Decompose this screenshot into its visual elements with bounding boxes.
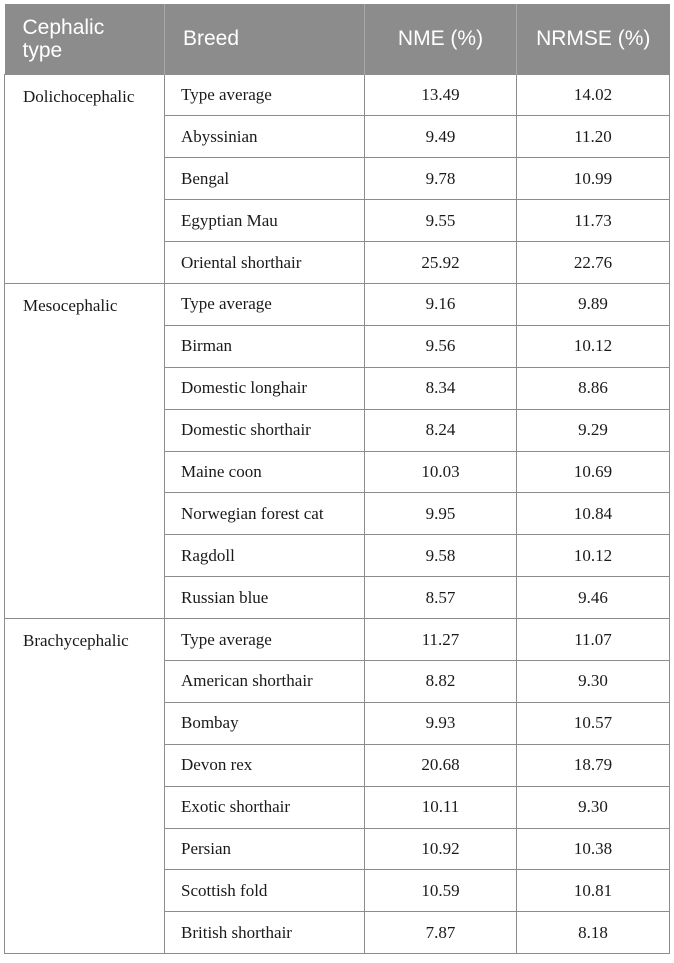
breed-cell: Abyssinian (165, 116, 365, 158)
nrmse-cell: 10.69 (517, 451, 670, 493)
breed-cell: Bombay (165, 702, 365, 744)
breed-cell: Type average (165, 619, 365, 661)
table-row (5, 619, 670, 661)
breed-cell: Exotic shorthair (165, 786, 365, 828)
breed-cell: American shorthair (165, 660, 365, 702)
nrmse-cell: 9.29 (517, 409, 670, 451)
breed-cell: Maine coon (165, 451, 365, 493)
header-breed: Breed (165, 4, 365, 74)
nme-cell: 9.16 (365, 283, 517, 325)
nrmse-cell: 9.30 (517, 786, 670, 828)
table-header (5, 4, 670, 74)
breed-cell: Domestic longhair (165, 367, 365, 409)
cephalic-type-cell: Brachycephalic (5, 619, 165, 954)
nme-cell: 9.58 (365, 535, 517, 577)
breed-cell: Type average (165, 283, 365, 325)
nme-cell: 8.34 (365, 367, 517, 409)
header-nme: NME (%) (365, 4, 517, 74)
nme-cell: 10.03 (365, 451, 517, 493)
nme-cell: 11.27 (365, 619, 517, 661)
nrmse-cell: 10.12 (517, 325, 670, 367)
nme-cell: 9.95 (365, 493, 517, 535)
nme-cell: 10.59 (365, 870, 517, 912)
nme-cell: 10.11 (365, 786, 517, 828)
header-row (5, 4, 670, 74)
header-cephalic-type: Cephalic type (5, 4, 165, 74)
nme-cell: 8.82 (365, 660, 517, 702)
breed-cell: Russian blue (165, 577, 365, 619)
nme-cell: 8.24 (365, 409, 517, 451)
nrmse-cell: 10.99 (517, 158, 670, 200)
nme-cell: 10.92 (365, 828, 517, 870)
nme-cell: 9.56 (365, 325, 517, 367)
nrmse-cell: 8.18 (517, 912, 670, 954)
nrmse-cell: 11.73 (517, 200, 670, 242)
nme-cell: 9.55 (365, 200, 517, 242)
cephalic-type-cell: Dolichocephalic (5, 74, 165, 283)
nrmse-cell: 11.07 (517, 619, 670, 661)
nme-cell: 13.49 (365, 74, 517, 116)
breed-cell: Type average (165, 74, 365, 116)
breed-cell: Persian (165, 828, 365, 870)
breed-cell: Bengal (165, 158, 365, 200)
nrmse-cell: 10.57 (517, 702, 670, 744)
nme-cell: 8.57 (365, 577, 517, 619)
nme-cell: 9.93 (365, 702, 517, 744)
nrmse-cell: 9.30 (517, 660, 670, 702)
breed-cell: Egyptian Mau (165, 200, 365, 242)
header-nrmse: NRMSE (%) (517, 4, 670, 74)
table-row (5, 74, 670, 116)
nme-cell: 25.92 (365, 242, 517, 284)
breed-cell: Birman (165, 325, 365, 367)
nme-cell: 20.68 (365, 744, 517, 786)
breed-cell: Scottish fold (165, 870, 365, 912)
table-row (5, 283, 670, 325)
nme-cell: 9.78 (365, 158, 517, 200)
breed-cell: British shorthair (165, 912, 365, 954)
cephalic-type-cell: Mesocephalic (5, 283, 165, 618)
nrmse-cell: 10.12 (517, 535, 670, 577)
breed-cell: Ragdoll (165, 535, 365, 577)
nme-cell: 7.87 (365, 912, 517, 954)
breed-cell: Norwegian forest cat (165, 493, 365, 535)
nrmse-cell: 14.02 (517, 74, 670, 116)
breed-cell: Oriental shorthair (165, 242, 365, 284)
results-table (4, 4, 670, 954)
nrmse-cell: 9.89 (517, 283, 670, 325)
nrmse-cell: 8.86 (517, 367, 670, 409)
nrmse-cell: 11.20 (517, 116, 670, 158)
nrmse-cell: 9.46 (517, 577, 670, 619)
nme-cell: 9.49 (365, 116, 517, 158)
nrmse-cell: 10.81 (517, 870, 670, 912)
breed-cell: Devon rex (165, 744, 365, 786)
nrmse-cell: 22.76 (517, 242, 670, 284)
nrmse-cell: 10.84 (517, 493, 670, 535)
table-body (5, 74, 670, 954)
breed-cell: Domestic shorthair (165, 409, 365, 451)
nrmse-cell: 10.38 (517, 828, 670, 870)
nrmse-cell: 18.79 (517, 744, 670, 786)
